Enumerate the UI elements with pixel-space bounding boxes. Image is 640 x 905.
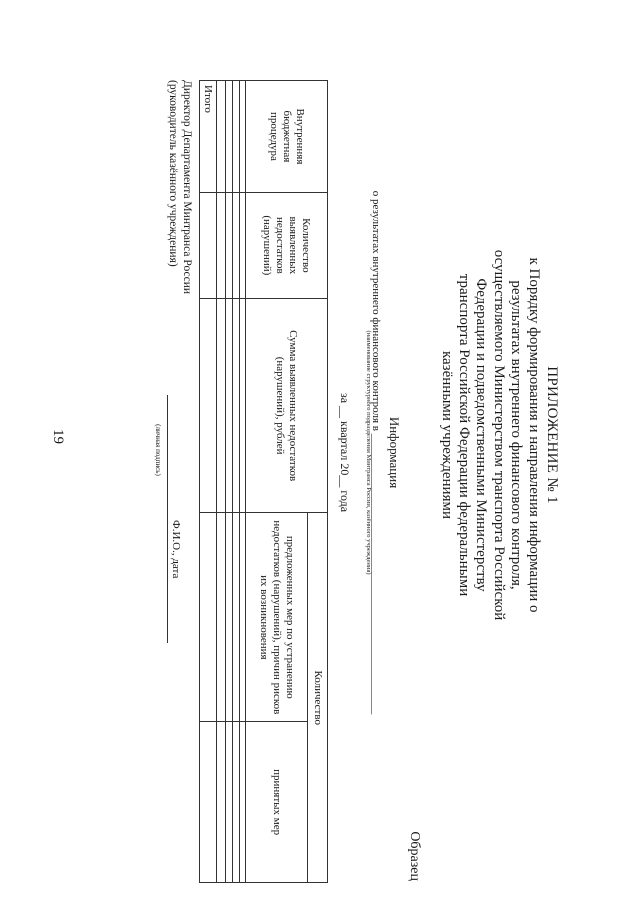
- header-quantity: Количество: [308, 513, 328, 883]
- signature-block: [166, 80, 194, 294]
- total-row: [200, 81, 217, 883]
- appendix-line: транспорта Российской Федерации федеральными: [455, 273, 472, 597]
- appendix-line: Федерации и подведомственными Министерству: [473, 278, 490, 592]
- total-label: Итого: [200, 81, 217, 193]
- signature-line: [167, 395, 168, 515]
- table-row: [233, 81, 240, 883]
- info-subject: о результатах внутреннего финансового контроля в ___________________________________________________: [370, 190, 382, 715]
- report-table: [199, 80, 328, 883]
- header-count: Количество выявленных недостатков (нарушений): [246, 192, 328, 298]
- appendix-line: к Порядку формирования и направления информации о: [525, 257, 542, 613]
- sample-label: Образец: [407, 831, 422, 881]
- header-taken: принятых мер: [246, 722, 308, 883]
- signer-subtitle: (руководитель казённого учреждения): [167, 80, 179, 267]
- appendix-line: осуществляемого Министерством транспорта Российской: [490, 249, 507, 621]
- personal-sign-note: (личная подпись): [154, 424, 162, 476]
- appendix-line: казёнными учреждениями: [438, 350, 455, 520]
- appendix-title: ПРИЛОЖЕНИЕ № 1: [544, 366, 560, 504]
- header-sum: Сумма выявленных недостатков (нарушений), рублей: [246, 298, 328, 513]
- info-subject-note: (наименование структурного подразделения Минтранса России, казённого учреждения): [365, 330, 372, 575]
- report-period: за __ квартал 20__ года: [338, 392, 352, 513]
- fio-line: [167, 515, 168, 643]
- table-row: [240, 81, 246, 883]
- signer-title: Директор Департамента Минтранса России: [181, 80, 193, 295]
- table-row: [217, 81, 226, 883]
- table-row: [226, 81, 233, 883]
- header-proposed: предложенных мер по устранению недостатков (нарушений), причин рисков их возникновения: [246, 513, 308, 722]
- page-number: 19: [50, 429, 66, 444]
- info-title: Информация: [387, 416, 402, 489]
- appendix-header: [437, 40, 560, 830]
- header-procedure: Внутренняя бюджетная процедура: [246, 81, 328, 193]
- fio-date-label: Ф.И.О., дата: [170, 520, 182, 579]
- appendix-line: результатах внутреннего финансового контроля,: [508, 280, 525, 590]
